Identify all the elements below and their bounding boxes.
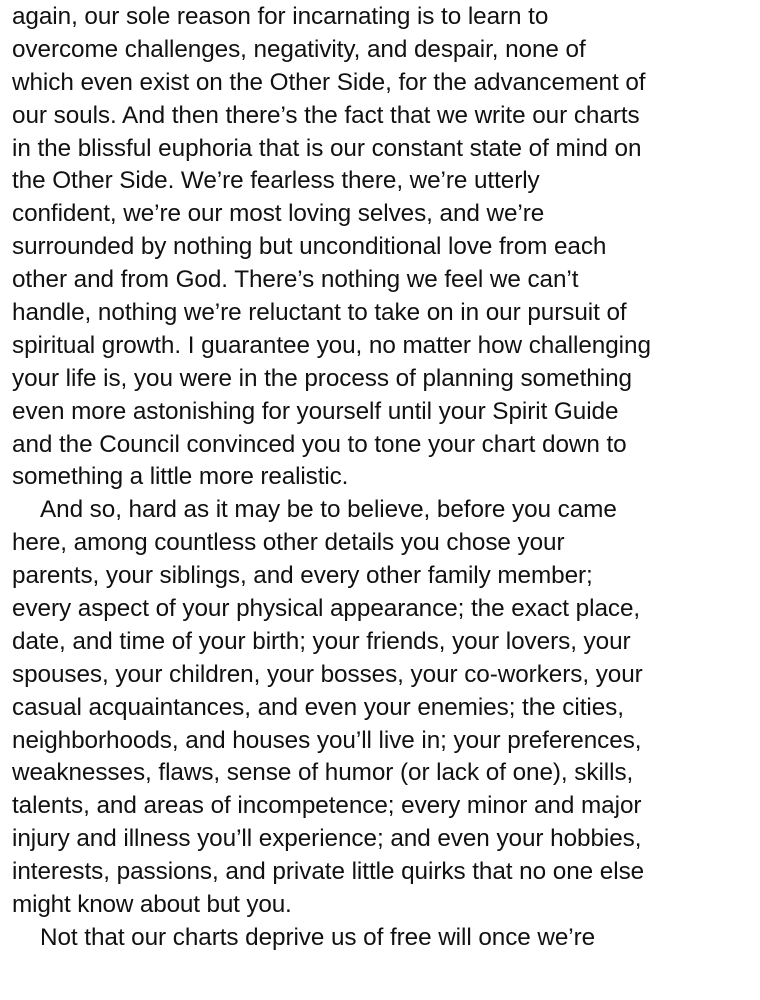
text-line: date, and time of your birth; your friends, your lovers, your — [12, 627, 631, 655]
text-line: overcome challenges, negativity, and despair, none of — [12, 35, 586, 63]
text-line: and the Council convinced you to tone your chart down to — [12, 430, 627, 458]
text-line: parents, your siblings, and every other family member; — [12, 562, 593, 590]
text-line: injury and illness you’ll experience; and even your hobbies, — [12, 825, 642, 853]
text-line: the Other Side. We’re fearless there, we’re utterly — [12, 167, 540, 195]
text-line: other and from God. There’s nothing we feel we can’t — [12, 266, 579, 294]
text-line: handle, nothing we’re reluctant to take on in our pursuit of — [12, 299, 627, 327]
text-line: surrounded by nothing but unconditional love from each — [12, 233, 607, 261]
body-text — [12, 1, 760, 955]
text-line: confident, we’re our most loving selves, and we’re — [12, 200, 545, 228]
text-line: might know about but you. — [12, 891, 292, 919]
text-line: again, our sole reason for incarnating is to learn to — [12, 3, 549, 30]
text-line: in the blissful euphoria that is our constant state of mind on — [12, 134, 642, 162]
text-line: interests, passions, and private little quirks that no one else — [12, 858, 645, 886]
text-line: even more astonishing for yourself until your Spirit Guide — [12, 397, 619, 425]
text-line: casual acquaintances, and even your enemies; the cities, — [12, 693, 624, 721]
text-line: here, among countless other details you chose your — [12, 529, 565, 557]
text-line: your life is, you were in the process of planning something — [12, 364, 632, 392]
text-line: our souls. And then there’s the fact that we write our charts — [12, 101, 640, 129]
text-line: neighborhoods, and houses you’ll live in; your preferences, — [12, 726, 642, 754]
text-line: Not that our charts deprive us of free will once we’re — [40, 923, 596, 951]
text-line: spouses, your children, your bosses, your co-workers, your — [12, 660, 643, 688]
text-line: which even exist on the Other Side, for the advancement of — [12, 68, 646, 96]
text-line: talents, and areas of incompetence; every minor and major — [12, 792, 642, 820]
text-line: something a little more realistic. — [12, 463, 349, 491]
text-line: And so, hard as it may be to believe, before you came — [40, 496, 617, 524]
text-line: spiritual growth. I guarantee you, no matter how challenging — [12, 331, 651, 359]
text-line: every aspect of your physical appearance; the exact place, — [12, 595, 641, 623]
text-line: weaknesses, flaws, sense of humor (or lack of one), skills, — [12, 759, 634, 787]
